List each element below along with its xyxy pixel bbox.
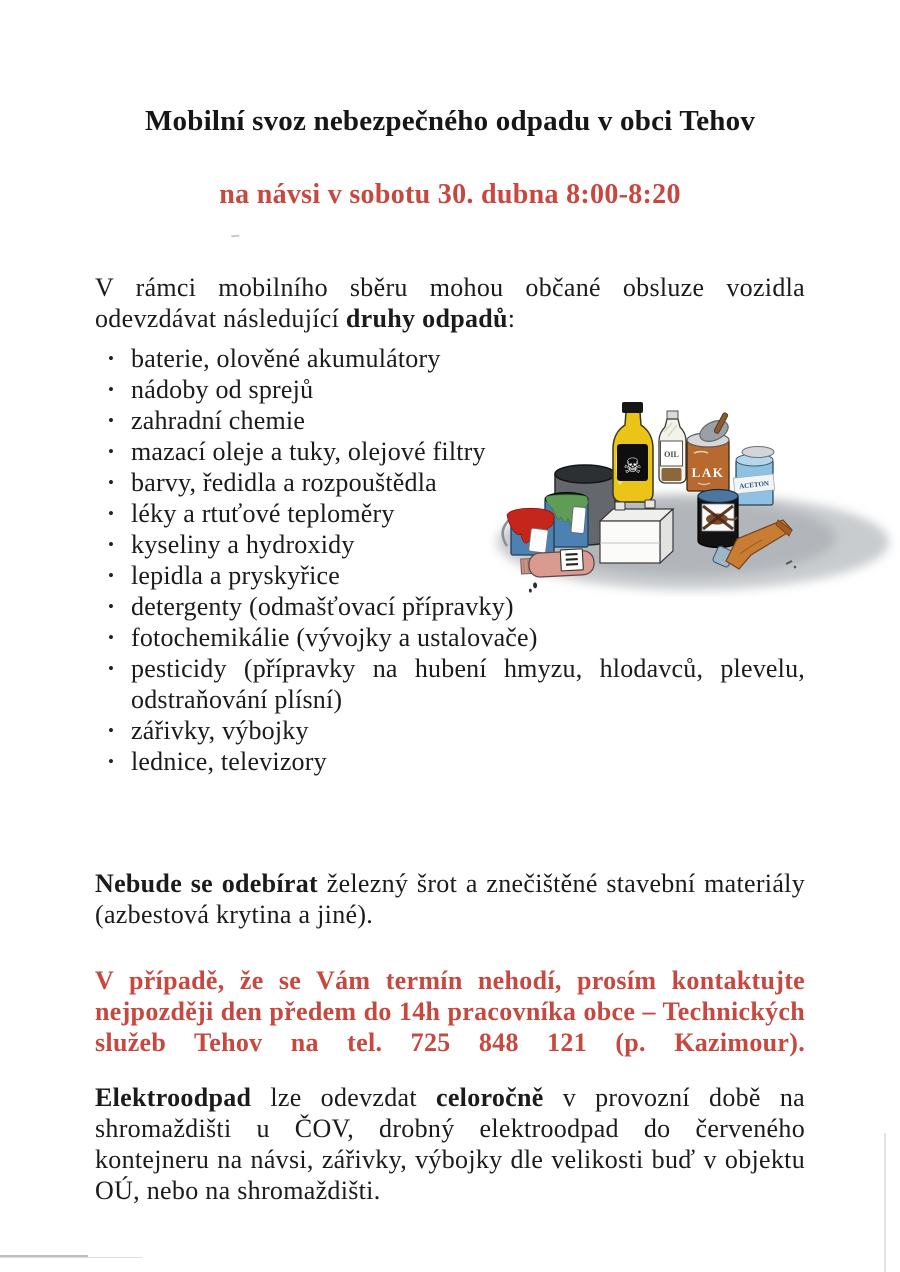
list-item: • kyseliny a hydroxidy xyxy=(95,529,805,560)
text-segment: železný šrot a znečištěné stavební materiály (azbestová krytina a jiné). xyxy=(95,869,805,929)
list-item: • baterie, olověné akumulátory xyxy=(95,343,805,374)
scan-artifact-bottom-edge-2 xyxy=(0,1257,142,1258)
text-segment: v provozní době na shromaždišti u ČOV, drobný elektroodpad do červeného kontejneru na návsi, zářivky, výbojky dle velikosti buď v objektu OÚ, nebo na shromaždišti. xyxy=(95,1083,805,1205)
list-item: • zahradní chemie xyxy=(95,405,805,436)
oil-label: OIL xyxy=(664,450,679,459)
text-segment: V případě, že se Vám termín nehodí, prosím kontaktujte nejpozději den předem do 14h pracovníka obce – Technických služeb Tehov na tel. 725 848 121 (p. Kazimour). xyxy=(95,966,805,1057)
red-paint-can-icon xyxy=(503,508,554,555)
list-item: • lednice, televizory xyxy=(95,746,805,777)
aceton-can-icon xyxy=(733,447,774,506)
text-segment: druhy odpadů xyxy=(345,304,508,333)
page-title: Mobilní svoz nebezpečného odpadu v obci Tehov xyxy=(144,105,756,137)
text-segment: V rámci mobilního sběru mohou občané obsluze vozidla odevzdávat následující xyxy=(95,273,805,333)
aceton-label: ACETON xyxy=(738,479,770,491)
text-segment: : xyxy=(507,304,516,333)
list-item: • barvy, ředidla a rozpouštědla xyxy=(95,467,805,498)
list-item: • fotochemikálie (vývojky a ustalovače) xyxy=(95,622,805,653)
list-item: • detergenty (odmašťovací přípravky) xyxy=(95,591,805,622)
scan-artifact-right-edge xyxy=(884,1133,886,1272)
list-item: • nádoby od sprejů xyxy=(95,374,805,405)
lak-can-icon xyxy=(687,412,731,491)
contact-paragraph xyxy=(95,965,805,1058)
list-item: • léky a rtuťové teploměry xyxy=(95,498,805,529)
text-segment: celoročně xyxy=(436,1083,544,1112)
rat-poison-can-icon xyxy=(698,490,738,548)
list-item: • lepidla a pryskyřice xyxy=(95,560,805,591)
poison-bottle-icon xyxy=(613,402,653,502)
not-accepted-paragraph xyxy=(95,868,805,930)
text-segment: Elektroodpad xyxy=(95,1083,252,1112)
intro-paragraph xyxy=(95,272,805,334)
text-segment: lze odevzdat xyxy=(251,1083,436,1112)
page-subtitle: na návsi v sobotu 30. dubna 8:00-8:20 xyxy=(219,179,681,210)
scan-artifact-mark xyxy=(231,229,240,238)
hazardous-waste-clipart-svg xyxy=(488,392,900,597)
list-item: • pesticidy (přípravky na hubení hmyzu, hlodavců, plevelu, odstraňování plísní) xyxy=(95,653,805,715)
list-item: • zářivky, výbojky xyxy=(95,715,805,746)
text-segment: Nebude se odebírat xyxy=(95,869,319,898)
skull-icon: ☠ xyxy=(623,454,642,478)
list-item: • mazací oleje a tuky, olejové filtry xyxy=(95,436,506,467)
hazardous-waste-illustration xyxy=(488,392,900,597)
oil-bottle-icon xyxy=(659,411,686,483)
electro-waste-paragraph xyxy=(95,1082,805,1206)
lak-label: LAK xyxy=(691,465,725,480)
